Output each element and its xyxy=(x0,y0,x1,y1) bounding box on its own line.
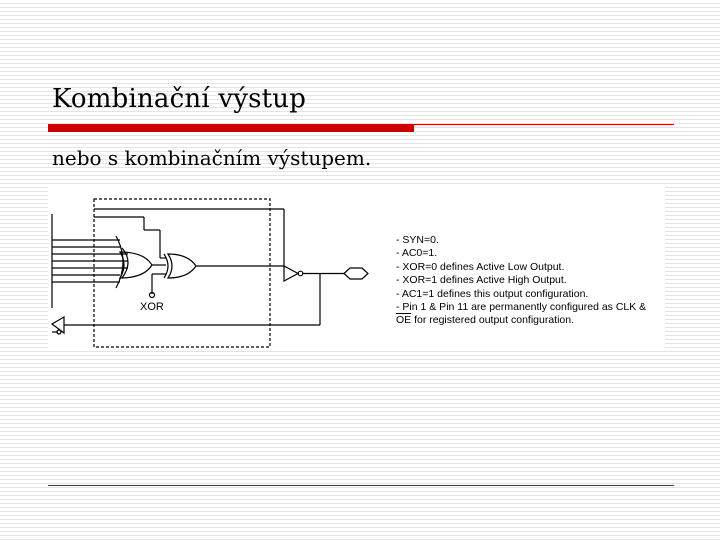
xor-gate xyxy=(168,254,196,278)
oe-overlined-text: $\overline{OE}$ xyxy=(396,314,412,327)
footer-rule xyxy=(48,485,674,486)
output-pin xyxy=(344,268,368,279)
note-syn: - SYN=0. xyxy=(396,234,439,246)
note-ac1: - AC1=1 defines this output configuration. xyxy=(396,287,589,300)
note-xor-high: - XOR=1 defines Active High Output. xyxy=(396,274,567,287)
or-gate-back-curve xyxy=(116,236,123,288)
tristate-buffer xyxy=(284,266,298,281)
xor-label: XOR xyxy=(140,301,164,313)
note-pins: - Pin 1 & Pin 11 are permanently configured as CLK & xyxy=(396,301,647,314)
note-ac0: - AC0=1. xyxy=(396,247,438,260)
configuration-notes xyxy=(396,234,646,328)
title-underline-thick xyxy=(48,124,414,132)
feedback-buffer xyxy=(57,330,61,334)
note-oe xyxy=(396,314,646,327)
note-xor-low: - XOR=0 defines Active Low Output. xyxy=(396,260,565,273)
slide-title: Kombinační výstup xyxy=(52,84,307,114)
title-underline-thin xyxy=(414,124,674,125)
slide-subtitle: nebo s kombinačním výstupem. xyxy=(52,146,372,170)
note-oe-rest: for registered output configuration. xyxy=(411,314,575,327)
